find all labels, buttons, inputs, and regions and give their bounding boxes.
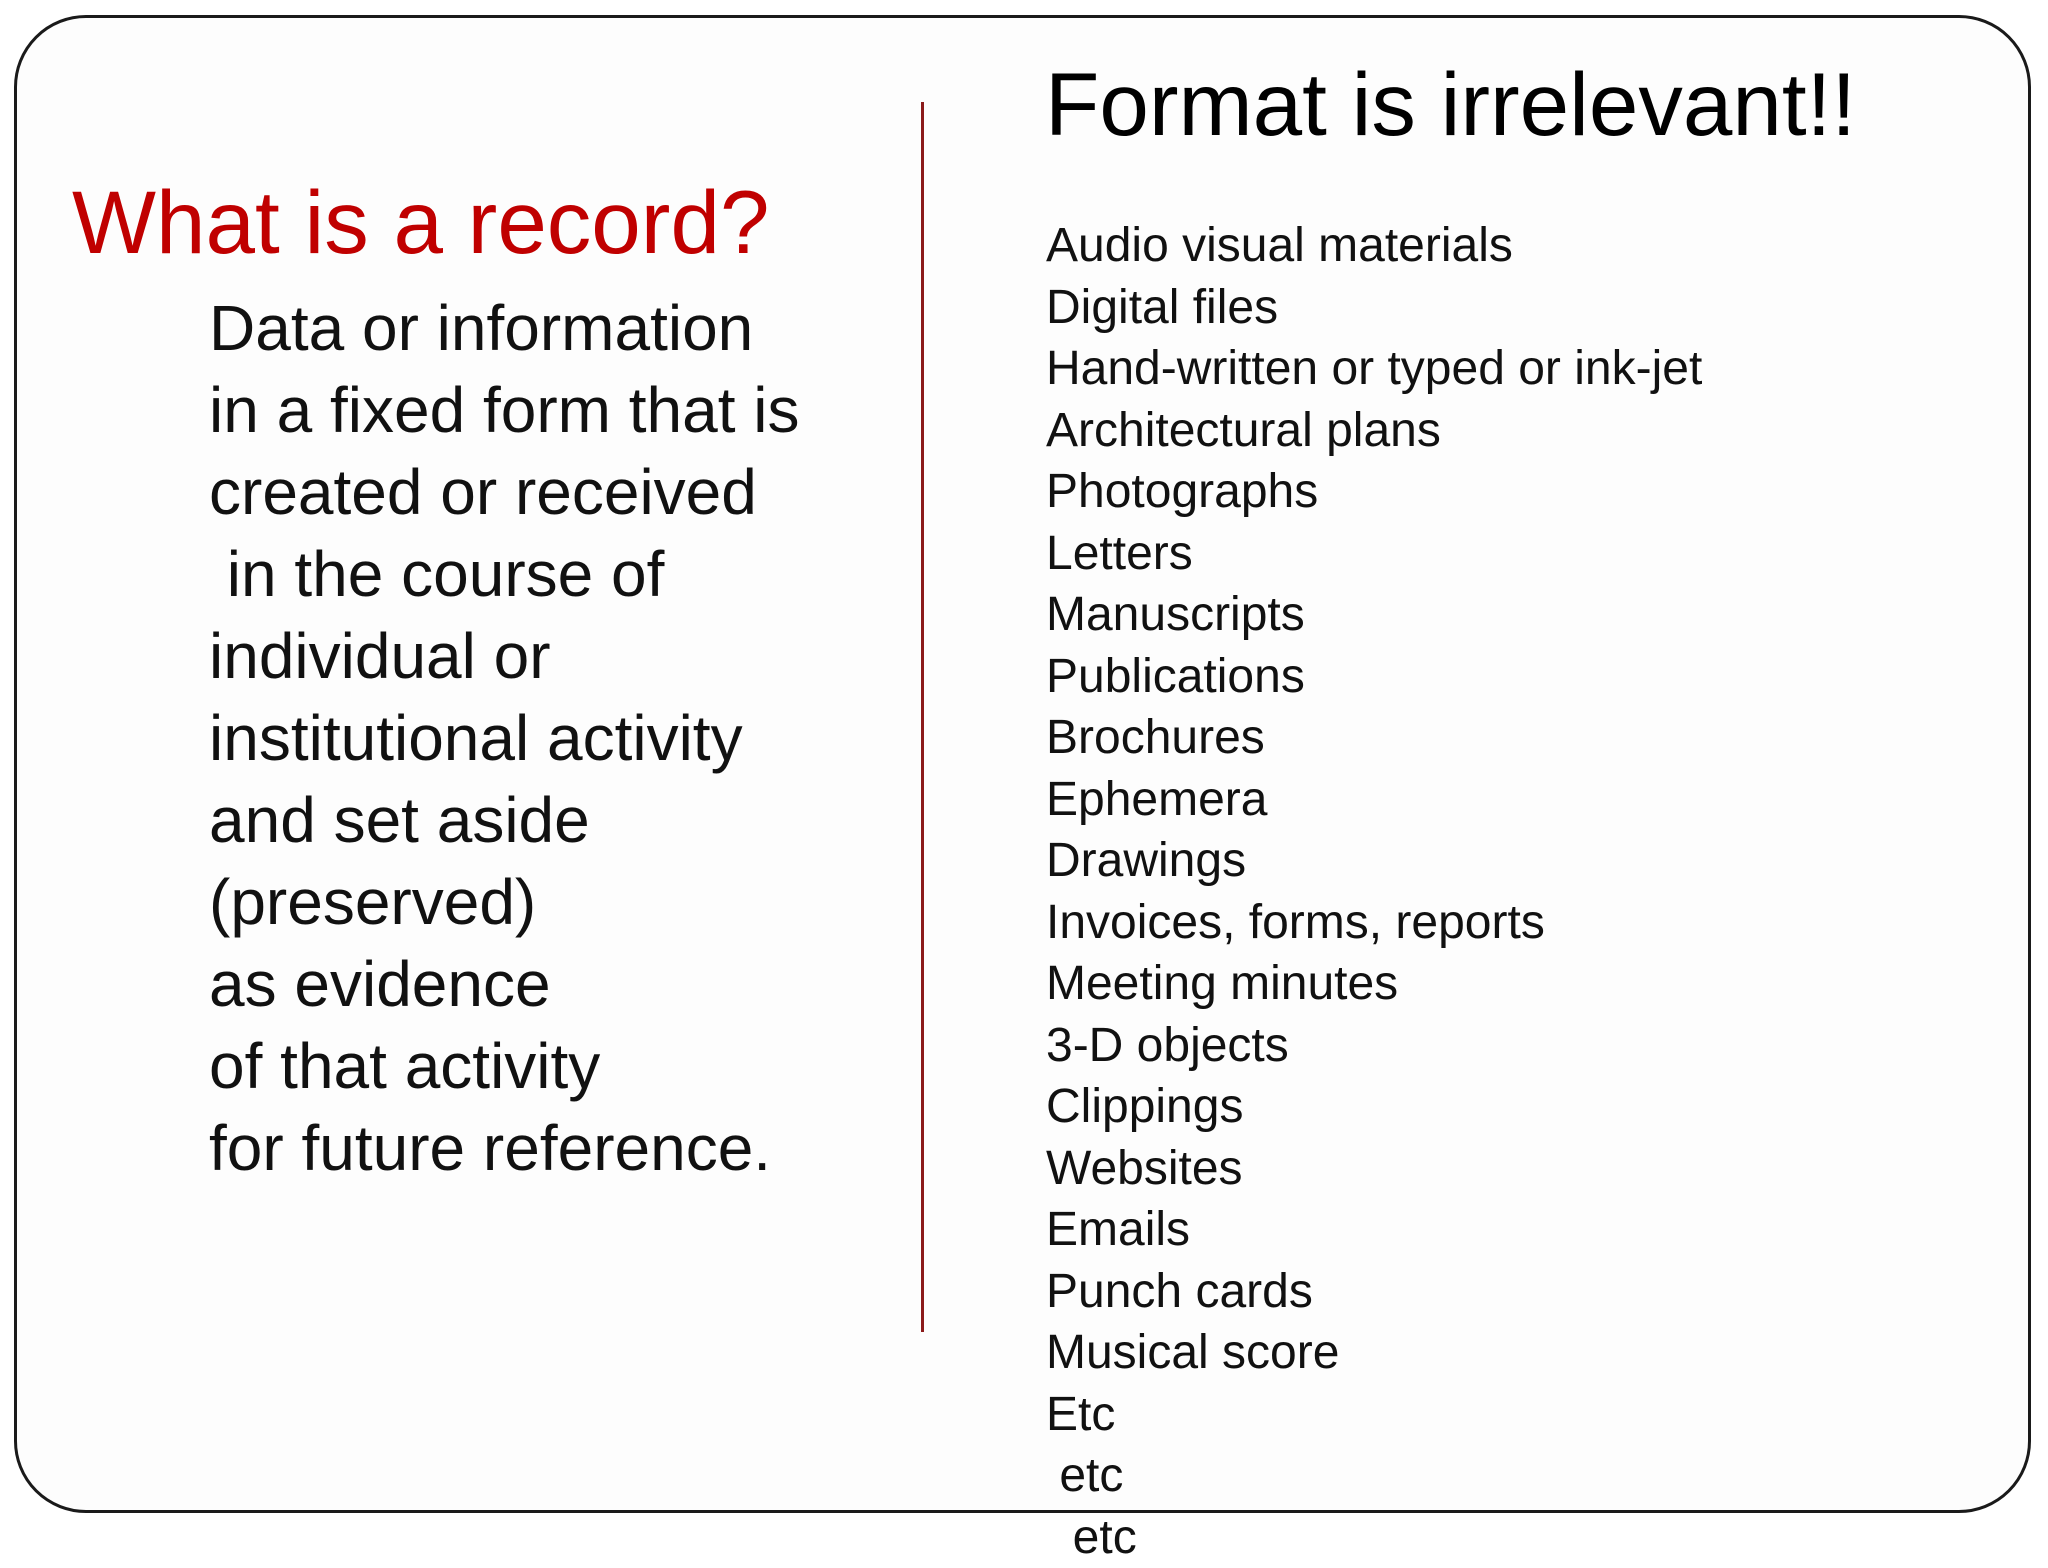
column-divider (921, 102, 924, 1332)
format-item: Manuscripts (1046, 584, 1702, 646)
record-definition (209, 287, 869, 1189)
format-item: 3-D objects (1046, 1015, 1702, 1077)
format-item: Invoices, forms, reports (1046, 892, 1702, 954)
format-item: Audio visual materials (1046, 215, 1702, 277)
format-title: Format is irrelevant!! (1045, 52, 1856, 156)
format-item: Etc (1046, 1384, 1702, 1446)
format-item: Photographs (1046, 461, 1702, 523)
definition-line: as evidence (209, 943, 869, 1025)
format-item: Letters (1046, 523, 1702, 585)
definition-line: created or received (209, 451, 869, 533)
format-item: Ephemera (1046, 769, 1702, 831)
format-item: Clippings (1046, 1076, 1702, 1138)
format-item: etc (1046, 1445, 1702, 1507)
definition-line: in a fixed form that is (209, 369, 869, 451)
format-item: Brochures (1046, 707, 1702, 769)
format-item: Punch cards (1046, 1261, 1702, 1323)
definition-line: in the course of (209, 533, 869, 615)
definition-line: of that activity (209, 1025, 869, 1107)
format-item: Hand-written or typed or ink-jet (1046, 338, 1702, 400)
format-item: Emails (1046, 1199, 1702, 1261)
definition-line: and set aside (209, 779, 869, 861)
format-item: Meeting minutes (1046, 953, 1702, 1015)
format-list (1046, 215, 1702, 1568)
definition-line: institutional activity (209, 697, 869, 779)
format-item: etc (1046, 1507, 1702, 1568)
definition-line: for future reference. (209, 1107, 869, 1189)
format-item: Musical score (1046, 1322, 1702, 1384)
format-item: Publications (1046, 646, 1702, 708)
format-item: Websites (1046, 1138, 1702, 1200)
format-item: Architectural plans (1046, 400, 1702, 462)
definition-line: (preserved) (209, 861, 869, 943)
definition-line: individual or (209, 615, 869, 697)
format-item: Drawings (1046, 830, 1702, 892)
format-item: Digital files (1046, 277, 1702, 339)
definition-line: Data or information (209, 287, 869, 369)
record-question-title: What is a record? (72, 168, 769, 276)
